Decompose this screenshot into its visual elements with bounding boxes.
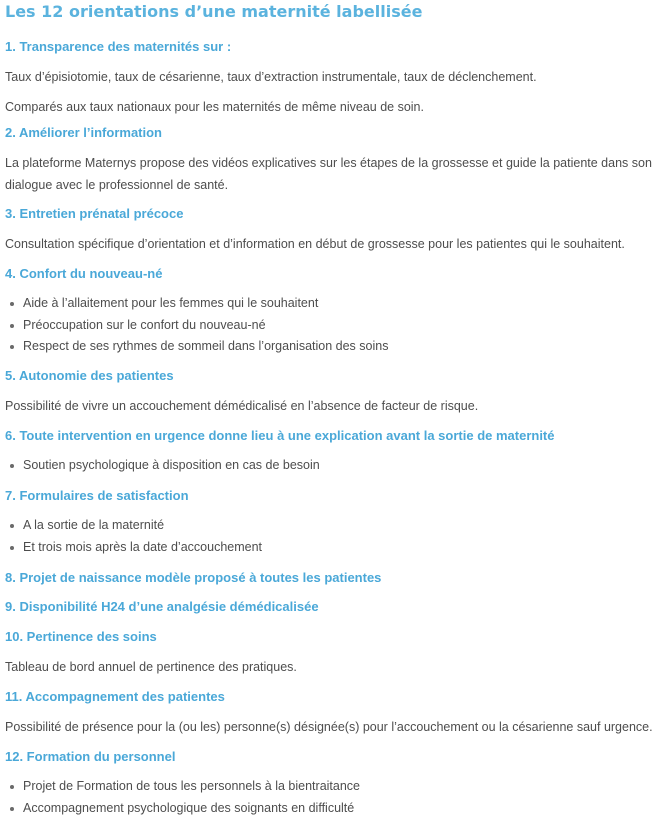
bullet-item bbox=[10, 336, 654, 358]
bullet-dot-icon bbox=[10, 464, 14, 468]
bullet-dot-icon bbox=[10, 785, 14, 789]
bullet-item bbox=[10, 776, 654, 798]
bullet-item bbox=[10, 515, 654, 537]
bullet-item bbox=[10, 315, 654, 337]
section-3 bbox=[5, 204, 654, 255]
section-heading: 5. Autonomie des patientes bbox=[5, 368, 174, 383]
section-heading: 9. Disponibilité H24 d’une analgésie démédicalisée bbox=[5, 599, 319, 614]
section-6 bbox=[5, 426, 654, 477]
section-12 bbox=[5, 747, 654, 819]
section-8 bbox=[5, 568, 654, 588]
bullet-dot-icon bbox=[10, 302, 14, 306]
bullet-dot-icon bbox=[10, 524, 14, 528]
section-heading: 6. Toute intervention en urgence donne lieu à une explication avant la sortie de maternité bbox=[5, 428, 555, 443]
section-heading: 10. Pertinence des soins bbox=[5, 629, 157, 644]
section-10 bbox=[5, 627, 654, 678]
section-5 bbox=[5, 366, 654, 417]
bullet-text: Projet de Formation de tous les personnels à la bientraitance bbox=[23, 779, 360, 793]
bullet-dot-icon bbox=[10, 546, 14, 550]
section-4 bbox=[5, 264, 654, 358]
bullet-text: Accompagnement psychologique des soignants en difficulté bbox=[23, 800, 355, 815]
bullet-dot-icon bbox=[10, 324, 14, 328]
bullet-item bbox=[10, 455, 654, 477]
bullet-text: Préoccupation sur le confort du nouveau-né bbox=[23, 317, 266, 332]
bullet-list bbox=[5, 776, 654, 819]
section-paragraph: Comparés aux taux nationaux pour les maternités de même niveau de soin. bbox=[5, 100, 424, 114]
bullet-text: Et trois mois après la date d’accouchement bbox=[23, 539, 263, 554]
section-7 bbox=[5, 486, 654, 558]
section-heading: 7. Formulaires de satisfaction bbox=[5, 488, 189, 503]
section-heading: 8. Projet de naissance modèle proposé à toutes les patientes bbox=[5, 570, 382, 585]
section-paragraph: Possibilité de vivre un accouchement démédicalisé en l’absence de facteur de risque. bbox=[5, 399, 479, 413]
section-heading: 12. Formation du personnel bbox=[5, 749, 176, 764]
bullet-item bbox=[10, 537, 654, 559]
bullet-text: Soutien psychologique à disposition en cas de besoin bbox=[23, 458, 320, 472]
section-heading: 1. Transparence des maternités sur : bbox=[5, 39, 232, 54]
bullet-dot-icon bbox=[10, 345, 14, 349]
section-paragraph: Tableau de bord annuel de pertinence des pratiques. bbox=[5, 660, 297, 674]
section-paragraph: Possibilité de présence pour la (ou les) personne(s) désignée(s) pour l’accouchement ou la césarienne sauf urgence. bbox=[5, 720, 653, 734]
bullet-text: Aide à l’allaitement pour les femmes qui le souhaitent bbox=[23, 296, 319, 310]
section-paragraph: Consultation spécifique d’orientation et d’information en début de grossesse pour les patientes qui le souhaitent. bbox=[5, 237, 625, 251]
bullet-list bbox=[5, 455, 654, 477]
section-9 bbox=[5, 597, 654, 617]
bullet-dot-icon bbox=[10, 807, 14, 811]
section-1 bbox=[5, 37, 654, 118]
section-2 bbox=[5, 123, 654, 196]
bullet-item bbox=[10, 293, 654, 315]
section-heading: 4. Confort du nouveau-né bbox=[5, 266, 163, 281]
bullet-item bbox=[10, 798, 654, 820]
bullet-text: A la sortie de la maternité bbox=[23, 518, 165, 532]
bullet-list bbox=[5, 515, 654, 558]
section-11 bbox=[5, 687, 654, 738]
section-heading: 3. Entretien prénatal précoce bbox=[5, 206, 184, 221]
bullet-text: Respect de ses rythmes de sommeil dans l’organisation des soins bbox=[23, 339, 389, 353]
page-title: Les 12 orientations d’une maternité labellisée bbox=[5, 2, 423, 21]
section-heading: 11. Accompagnement des patientes bbox=[5, 689, 225, 704]
section-paragraph: Taux d’épisiotomie, taux de césarienne, taux d’extraction instrumentale, taux de déclenchement. bbox=[5, 70, 537, 84]
section-paragraph: La plateforme Maternys propose des vidéos explicatives sur les étapes de la grossesse et guide la patiente dans son dialogue avec le professionnel de santé. bbox=[5, 156, 652, 192]
bullet-list bbox=[5, 293, 654, 358]
section-heading: 2. Améliorer l’information bbox=[5, 125, 162, 140]
